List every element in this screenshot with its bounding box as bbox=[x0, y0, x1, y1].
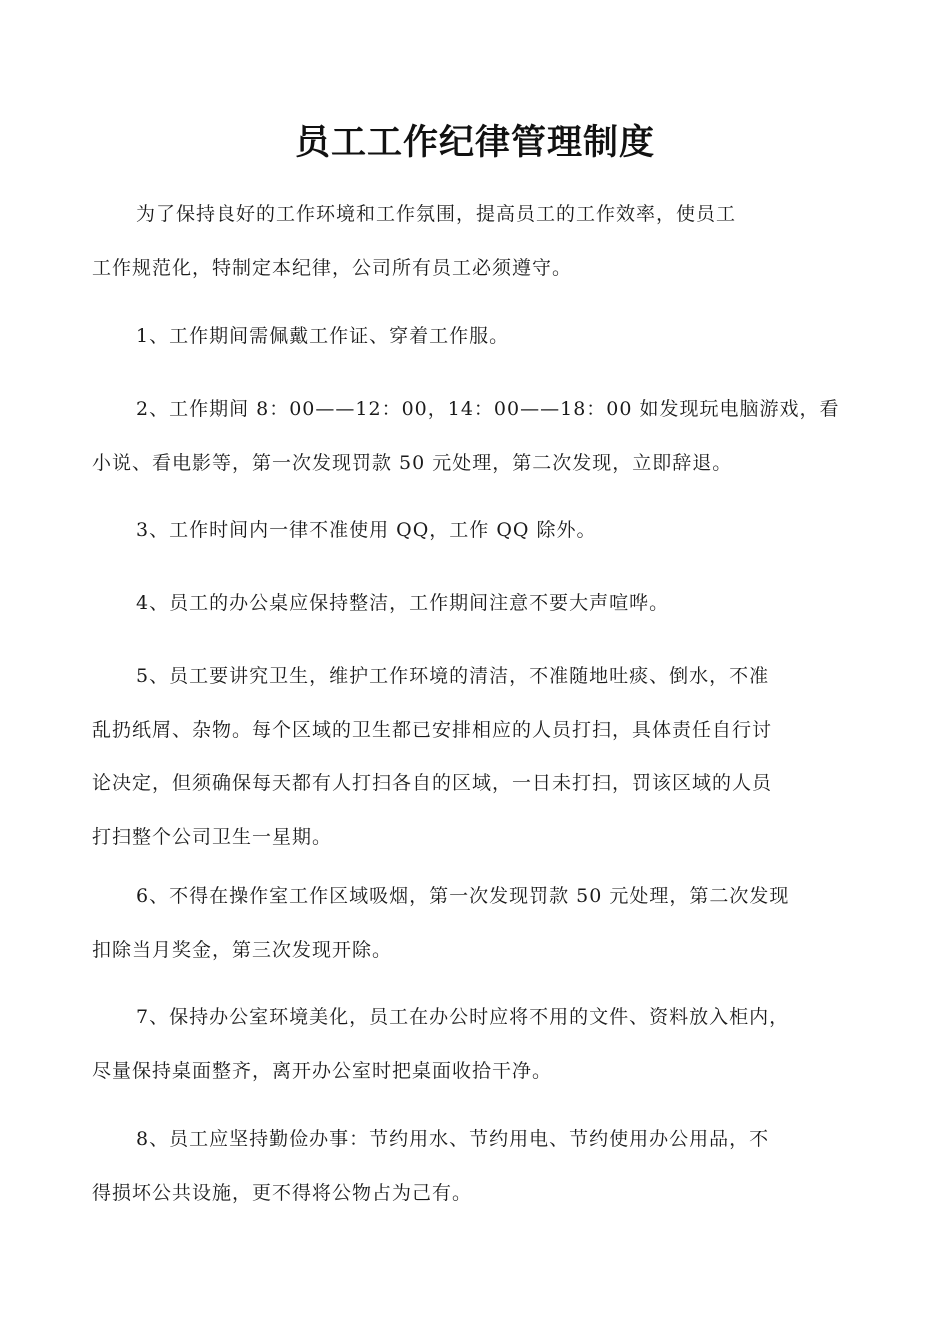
rule-6-line-1: 6、不得在操作室工作区域吸烟，第一次发现罚款 50 元处理，第二次发现 bbox=[136, 885, 790, 907]
rule-item-8 bbox=[92, 1113, 862, 1220]
rule-2-line-1: 2、工作期间 8：00——12：00，14：00——18：00 如发现玩电脑游戏，看 bbox=[136, 398, 840, 420]
rule-5-line-1: 5、员工要讲究卫生，维护工作环境的清洁，不准随地吐痰、倒水，不准 bbox=[136, 665, 770, 687]
rule-5-line-4: 打扫整个公司卫生一星期。 bbox=[92, 825, 333, 848]
intro-line-2: 工作规范化，特制定本纪律，公司所有员工必须遵守。 bbox=[92, 256, 573, 279]
rule-5-line-2: 乱扔纸屑、杂物。每个区域的卫生都已安排相应的人员打扫，具体责任自行讨 bbox=[92, 718, 773, 741]
rule-7-line-2: 尽量保持桌面整齐，离开办公室时把桌面收拾干净。 bbox=[92, 1059, 553, 1082]
rule-1-line-1: 1、工作期间需佩戴工作证、穿着工作服。 bbox=[136, 325, 510, 347]
rule-7-line-1: 7、保持办公室环境美化，员工在办公时应将不用的文件、资料放入柜内， bbox=[136, 1006, 790, 1028]
rule-item-7 bbox=[92, 991, 862, 1098]
intro-paragraph bbox=[92, 188, 862, 295]
rule-item-5 bbox=[92, 650, 862, 864]
rule-8-line-1: 8、员工应坚持勤俭办事：节约用水、节约用电、节约使用办公用品，不 bbox=[136, 1128, 770, 1150]
rule-2-line-2: 小说、看电影等，第一次发现罚款 50 元处理，第二次发现，立即辞退。 bbox=[92, 451, 733, 474]
rule-3-line-1: 3、工作时间内一律不准使用 QQ，工作 QQ 除外。 bbox=[136, 519, 597, 541]
rule-8-line-2: 得损坏公共设施，更不得将公物占为己有。 bbox=[92, 1181, 473, 1204]
rule-item-6 bbox=[92, 870, 862, 977]
rule-6-line-2: 扣除当月奖金，第三次发现开除。 bbox=[92, 938, 393, 961]
rule-item-2 bbox=[92, 383, 862, 490]
intro-line-1: 为了保持良好的工作环境和工作氛围，提高员工的工作效率，使员工 bbox=[136, 203, 737, 225]
rule-item-1 bbox=[92, 310, 862, 364]
rule-item-4 bbox=[92, 577, 862, 631]
rule-5-line-3: 论决定，但须确保每天都有人打扫各自的区域，一日未打扫，罚该区域的人员 bbox=[92, 772, 773, 794]
document-title: 员工工作纪律管理制度 bbox=[294, 122, 655, 163]
rule-4-line-1: 4、员工的办公桌应保持整洁，工作期间注意不要大声喧哗。 bbox=[136, 592, 670, 614]
rule-item-3 bbox=[92, 504, 862, 558]
